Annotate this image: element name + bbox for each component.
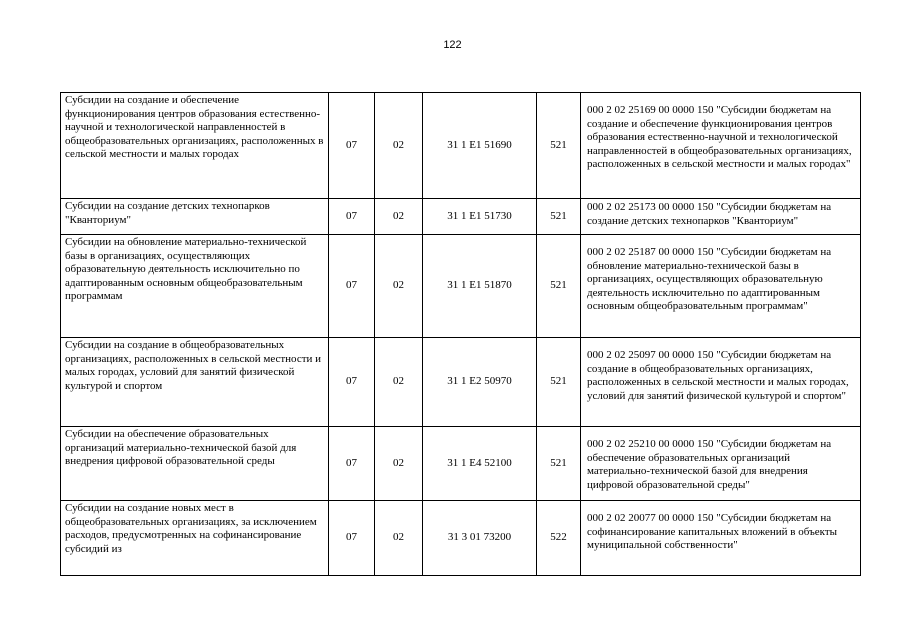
table-row [61, 199, 861, 235]
expense-type-code: 521 [537, 199, 581, 235]
subsection-code: 02 [375, 199, 423, 235]
target-article-code: 31 1 E2 50970 [423, 338, 537, 427]
subsection-code: 02 [375, 501, 423, 576]
target-article-code: 31 1 E1 51690 [423, 93, 537, 199]
expense-type-code: 521 [537, 427, 581, 501]
subsection-code: 02 [375, 427, 423, 501]
section-code: 07 [329, 199, 375, 235]
table-row [61, 235, 861, 338]
target-article-code: 31 1 E1 51870 [423, 235, 537, 338]
section-code: 07 [329, 501, 375, 576]
revenue-description: 000 2 02 25187 00 0000 150 "Субсидии бюджетам на обновление материально-технической базы в организациях, осуществляющих образовательную деятельность исключительно по адаптированным основным общеобразовательным программам" [581, 235, 861, 338]
expense-type-code: 521 [537, 93, 581, 199]
revenue-description: 000 2 02 25169 00 0000 150 "Субсидии бюджетам на создание и обеспечение функционирования центров образования естественно-научной и технологической направленностей в общеобразовательных организациях, расположенных в сельской местности и малых городах" [581, 93, 861, 199]
expense-name: Субсидии на создание и обеспечение функционирования центров образования естественно-научной и технологической направленностей в общеобразовательных организациях, расположенных в сельской местности и малых городах [61, 93, 329, 199]
revenue-description: 000 2 02 20077 00 0000 150 "Субсидии бюджетам на софинансирование капитальных вложений в объекты муниципальной собственности" [581, 501, 861, 576]
budget-table [60, 92, 861, 576]
expense-name: Субсидии на создание новых мест в общеобразовательных организациях, за исключением расходов, предусмотренных на софинансирование субсидий из [61, 501, 329, 576]
table-row [61, 427, 861, 501]
section-code: 07 [329, 338, 375, 427]
expense-type-code: 521 [537, 235, 581, 338]
page-number: 122 [443, 39, 462, 51]
revenue-description: 000 2 02 25097 00 0000 150 "Субсидии бюджетам на создание в общеобразовательных организациях, расположенных в сельской местности и малых городах, условий для занятий физической культурой и спортом" [581, 338, 861, 427]
table-row [61, 93, 861, 199]
expense-type-code: 521 [537, 338, 581, 427]
revenue-description: 000 2 02 25173 00 0000 150 "Субсидии бюджетам на создание детских технопарков "Кванториум" [581, 199, 861, 235]
section-code: 07 [329, 427, 375, 501]
subsection-code: 02 [375, 338, 423, 427]
expense-name: Субсидии на обеспечение образовательных организаций материально-технической базой для внедрения цифровой образовательной среды [61, 427, 329, 501]
expense-name: Субсидии на создание детских технопарков "Кванториум" [61, 199, 329, 235]
subsection-code: 02 [375, 93, 423, 199]
target-article-code: 31 1 E4 52100 [423, 427, 537, 501]
expense-name: Субсидии на обновление материально-технической базы в организациях, осуществляющих образовательную деятельность исключительно по адаптированным основным общеобразовательным программам [61, 235, 329, 338]
target-article-code: 31 1 E1 51730 [423, 199, 537, 235]
table-row [61, 338, 861, 427]
expense-type-code: 522 [537, 501, 581, 576]
subsection-code: 02 [375, 235, 423, 338]
target-article-code: 31 3 01 73200 [423, 501, 537, 576]
table-row [61, 501, 861, 576]
section-code: 07 [329, 235, 375, 338]
section-code: 07 [329, 93, 375, 199]
expense-name: Субсидии на создание в общеобразовательных организациях, расположенных в сельской местности и малых городах, условий для занятий физической культурой и спортом [61, 338, 329, 427]
revenue-description: 000 2 02 25210 00 0000 150 "Субсидии бюджетам на обеспечение образовательных организаций материально-технической базой для внедрения цифровой образовательной среды" [581, 427, 861, 501]
